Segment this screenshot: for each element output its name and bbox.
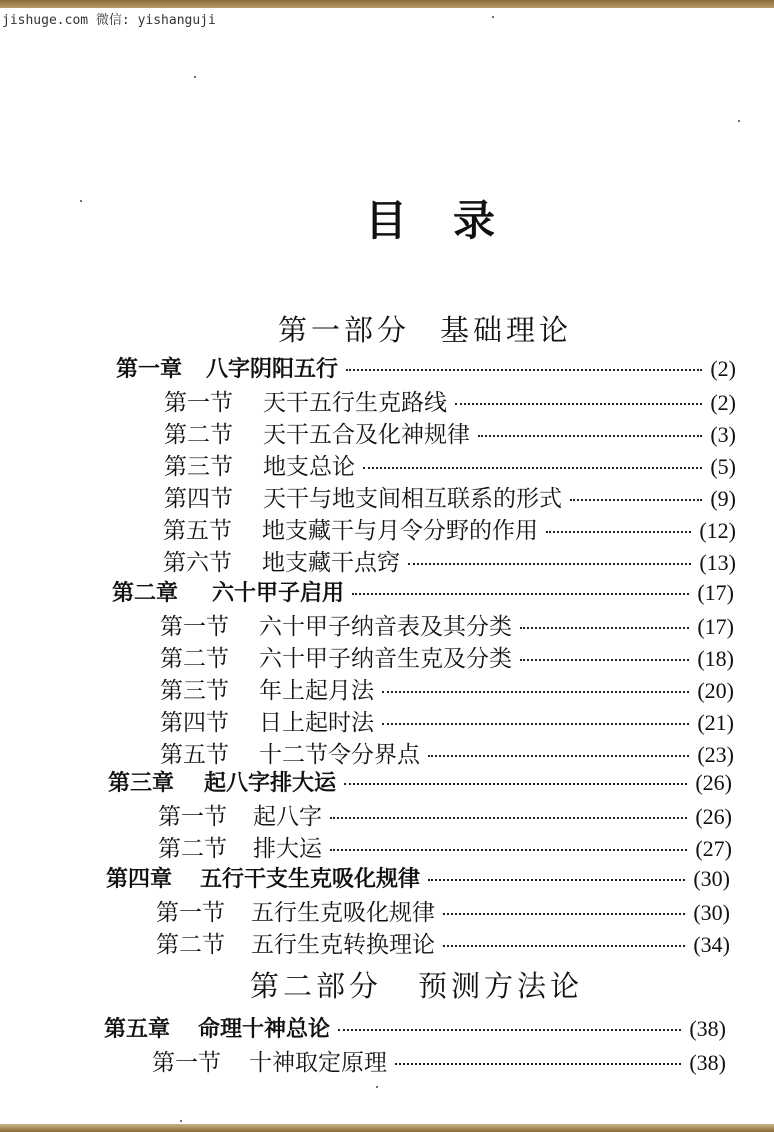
part-heading (278, 308, 572, 349)
page-number: (23) (697, 742, 734, 767)
toc-section-row[interactable] (163, 512, 736, 542)
page-number: (38) (689, 1016, 726, 1041)
chapter-label: 第五章 (104, 1017, 171, 1042)
section-label: 第一节 (156, 900, 225, 926)
part-label: 第二部分 (250, 969, 383, 1003)
part-heading (250, 964, 583, 1005)
toc-section-row[interactable] (158, 830, 732, 860)
section-label: 第二节 (164, 422, 233, 448)
leader-dots (443, 945, 685, 947)
page-number: (20) (697, 678, 734, 703)
chapter-label: 第二章 (112, 581, 179, 606)
page-number: (26) (695, 770, 732, 795)
leader-dots (344, 783, 687, 785)
page-number: (3) (710, 422, 736, 447)
page-number: (38) (689, 1050, 726, 1075)
page-number: (18) (697, 646, 734, 671)
watermark-text: jishuge.com 微信: yishanguji (2, 13, 216, 28)
page-number: (12) (699, 518, 736, 543)
leader-dots (408, 563, 691, 565)
leader-dots (352, 593, 689, 595)
section-label: 第二节 (156, 932, 225, 958)
toc-section-row[interactable] (158, 798, 732, 828)
scan-speck (492, 16, 494, 18)
section-label: 第二节 (160, 646, 229, 672)
chapter-label: 第三章 (108, 771, 175, 796)
chapter-title: 起八字排大运 (204, 771, 337, 796)
section-label: 第一节 (158, 804, 227, 830)
scan-speck (738, 120, 740, 122)
scan-speck (80, 200, 82, 202)
page-number: (17) (697, 580, 734, 605)
leader-dots (330, 849, 687, 851)
toc-section-row[interactable] (160, 704, 734, 734)
toc-section-row[interactable] (163, 544, 736, 574)
toc-chapter-row[interactable] (104, 1012, 726, 1042)
toc-section-row[interactable] (156, 894, 730, 924)
section-title: 年上起月法 (259, 678, 374, 704)
leader-dots (395, 1063, 681, 1065)
part-title: 基础理论 (440, 313, 573, 347)
leader-dots (338, 1029, 681, 1031)
chapter-label: 第四章 (106, 867, 173, 892)
toc-section-row[interactable] (160, 672, 734, 702)
section-label: 第二节 (158, 836, 227, 862)
part-label: 第一部分 (278, 313, 411, 347)
leader-dots (330, 817, 687, 819)
page-number: (17) (697, 614, 734, 639)
page-number: (26) (695, 804, 732, 829)
section-title: 天干五行生克路线 (263, 390, 447, 416)
leader-dots (382, 691, 689, 693)
section-title: 六十甲子纳音表及其分类 (259, 614, 512, 640)
section-label: 第一节 (152, 1050, 221, 1076)
toc-section-row[interactable] (164, 448, 736, 478)
page-number: (13) (699, 550, 736, 575)
section-title: 天干与地支间相互联系的形式 (263, 486, 562, 512)
toc-section-row[interactable] (152, 1044, 726, 1074)
section-label: 第五节 (163, 518, 232, 544)
section-title: 起八字 (253, 804, 322, 830)
leader-dots (520, 627, 689, 629)
toc-chapter-row[interactable] (106, 862, 730, 892)
section-title: 地支藏干点窍 (262, 550, 400, 576)
toc-section-row[interactable] (164, 480, 736, 510)
toc-section-row[interactable] (160, 640, 734, 670)
toc-section-row[interactable] (156, 926, 730, 956)
section-label: 第六节 (163, 550, 232, 576)
page-number: (30) (693, 900, 730, 925)
section-title: 五行生克吸化规律 (251, 900, 435, 926)
top-border-strip (0, 0, 774, 8)
page-title: 目录 (365, 196, 542, 245)
leader-dots (520, 659, 689, 661)
scan-speck (180, 1120, 182, 1122)
leader-dots (363, 467, 702, 469)
part-title: 预测方法论 (418, 969, 584, 1003)
leader-dots (346, 369, 702, 371)
chapter-label: 第一章 (116, 357, 183, 382)
page-number: (21) (697, 710, 734, 735)
section-label: 第一节 (164, 390, 233, 416)
section-title: 排大运 (253, 836, 322, 862)
toc-section-row[interactable] (160, 608, 734, 638)
chapter-title: 六十甲子启用 (212, 581, 345, 606)
toc-section-row[interactable] (164, 416, 736, 446)
section-label: 第三节 (160, 678, 229, 704)
section-title: 天干五合及化神规律 (263, 422, 470, 448)
section-label: 第五节 (160, 742, 229, 768)
section-title: 十二节令分界点 (259, 742, 420, 768)
chapter-title: 八字阴阳五行 (206, 357, 339, 382)
section-label: 第四节 (164, 486, 233, 512)
leader-dots (546, 531, 691, 533)
toc-section-row[interactable] (160, 736, 734, 766)
section-title: 五行生克转换理论 (251, 932, 435, 958)
page-number: (2) (710, 356, 736, 381)
scan-speck (194, 76, 196, 78)
leader-dots (382, 723, 689, 725)
top-bar (0, 0, 774, 26)
toc-chapter-row[interactable] (112, 576, 734, 606)
section-title: 十神取定原理 (249, 1050, 387, 1076)
page-number: (34) (693, 932, 730, 957)
page-number: (9) (710, 486, 736, 511)
section-title: 地支藏干与月令分野的作用 (262, 518, 538, 544)
leader-dots (455, 403, 702, 405)
toc-section-row[interactable] (164, 384, 736, 414)
page-number: (5) (710, 454, 736, 479)
page-number: (30) (693, 866, 730, 891)
section-title: 日上起时法 (259, 710, 374, 736)
leader-dots (478, 435, 702, 437)
leader-dots (428, 879, 685, 881)
page-number: (2) (710, 390, 736, 415)
toc-chapter-row[interactable] (116, 352, 736, 382)
section-label: 第一节 (160, 614, 229, 640)
page-number: (27) (695, 836, 732, 861)
section-title: 六十甲子纳音生克及分类 (259, 646, 512, 672)
leader-dots (570, 499, 702, 501)
chapter-title: 五行干支生克吸化规律 (200, 867, 421, 892)
bottom-border-strip (0, 1124, 774, 1132)
section-label: 第四节 (160, 710, 229, 736)
leader-dots (443, 913, 685, 915)
chapter-title: 命理十神总论 (198, 1017, 331, 1042)
leader-dots (428, 755, 689, 757)
scan-speck (376, 1086, 378, 1088)
toc-chapter-row[interactable] (108, 766, 732, 796)
section-title: 地支总论 (263, 454, 355, 480)
section-label: 第三节 (164, 454, 233, 480)
